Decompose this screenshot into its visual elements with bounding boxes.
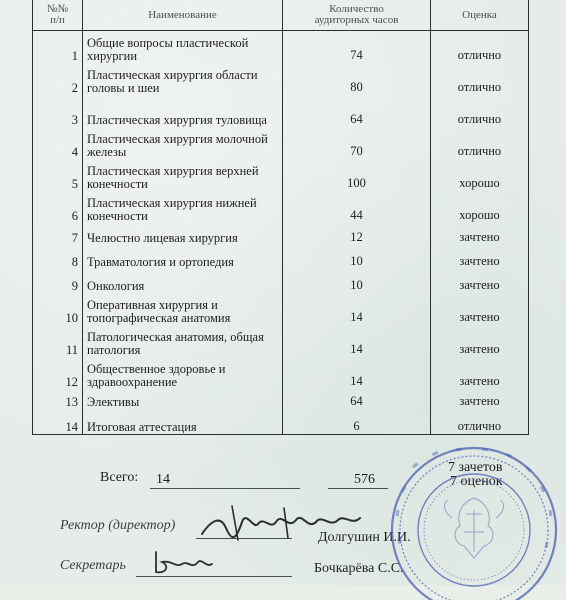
subject-hours: 64 xyxy=(283,389,431,409)
rector-label: Ректор (директор) xyxy=(60,518,176,533)
subject-grade: отлично xyxy=(431,31,529,63)
totals-grade-count: 7 оценок xyxy=(450,474,503,489)
secretary-name: Бочкарёва С.С. xyxy=(314,561,404,576)
subject-hours: 6 xyxy=(283,409,431,435)
row-number: 8 xyxy=(33,245,83,269)
subject-grade: отлично xyxy=(431,63,529,95)
row-number: 1 xyxy=(33,31,83,63)
subject-name: Итоговая аттестация xyxy=(83,409,283,435)
row-number: 4 xyxy=(33,127,83,159)
subject-name: Челюстно лицевая хирургия xyxy=(83,223,283,245)
subject-name: Травматология и ортопедия xyxy=(83,245,283,269)
subject-name: Пластическая хирургия нижней конечности xyxy=(83,191,283,223)
totals-row xyxy=(100,460,503,489)
subject-grade: зачтено xyxy=(431,245,529,269)
row-number: 11 xyxy=(33,325,83,357)
totals-count-line xyxy=(150,488,300,489)
subject-hours: 80 xyxy=(283,63,431,95)
subject-hours: 70 xyxy=(283,127,431,159)
row-number: 2 xyxy=(33,63,83,95)
subject-grade: отлично xyxy=(431,127,529,159)
subject-hours: 10 xyxy=(283,269,431,293)
row-number: 14 xyxy=(33,409,83,435)
totals-hours: 576 xyxy=(354,472,375,487)
subject-grade: хорошо xyxy=(431,159,529,191)
table-row xyxy=(33,357,529,389)
subject-grade: отлично xyxy=(431,409,529,435)
table-row xyxy=(33,389,529,409)
row-number: 12 xyxy=(33,357,83,389)
subject-name: Оперативная хирургия и топографическая анатомия xyxy=(83,293,283,325)
subject-name: Пластическая хирургия области головы и шеи xyxy=(83,63,283,95)
table-row xyxy=(33,191,529,223)
totals-pass-count: 7 зачетов xyxy=(448,460,503,475)
row-number: 13 xyxy=(33,389,83,409)
subject-name: Пластическая хирургия молочной железы xyxy=(83,127,283,159)
subject-hours: 100 xyxy=(283,159,431,191)
subject-grade: хорошо xyxy=(431,191,529,223)
subject-grade: зачтено xyxy=(431,357,529,389)
table-header-row xyxy=(33,0,529,31)
header-name: Наименование xyxy=(83,0,283,31)
subject-grade: зачтено xyxy=(431,223,529,245)
totals-hours-line xyxy=(328,488,388,489)
subject-grade: зачтено xyxy=(431,325,529,357)
secretary-label: Секретарь xyxy=(60,558,126,573)
official-seal-stamp xyxy=(382,440,560,600)
table-row xyxy=(33,269,529,293)
secretary-signature xyxy=(150,548,220,578)
row-number: 9 xyxy=(33,269,83,293)
subject-grade: зачтено xyxy=(431,389,529,409)
subject-grade: зачтено xyxy=(431,269,529,293)
table-row xyxy=(33,223,529,245)
subject-hours: 10 xyxy=(283,245,431,269)
subject-name: Общие вопросы пластической хирургии xyxy=(83,31,283,63)
row-number: 5 xyxy=(33,159,83,191)
subject-hours: 74 xyxy=(283,31,431,63)
rector-name: Долгушин И.И. xyxy=(318,530,411,545)
subject-hours: 64 xyxy=(283,95,431,127)
table-row xyxy=(33,293,529,325)
subject-hours: 14 xyxy=(283,293,431,325)
row-number: 7 xyxy=(33,223,83,245)
row-number: 6 xyxy=(33,191,83,223)
header-hours: Количество аудиторных часов xyxy=(283,0,431,31)
table-row xyxy=(33,127,529,159)
subject-grade: зачтено xyxy=(431,293,529,325)
subject-hours: 44 xyxy=(283,191,431,223)
subject-name: Общественное здоровье и здравоохранение xyxy=(83,357,283,389)
row-number: 10 xyxy=(33,293,83,325)
table-row xyxy=(33,95,529,127)
subject-grade: отлично xyxy=(431,95,529,127)
table-row xyxy=(33,31,529,63)
row-number: 3 xyxy=(33,95,83,127)
table-row xyxy=(33,325,529,357)
totals-count: 14 xyxy=(156,472,170,487)
totals-label: Всего: xyxy=(100,470,139,485)
subject-name: Пластическая хирургия верхней конечности xyxy=(83,159,283,191)
table-row xyxy=(33,409,529,435)
subject-name: Элективы xyxy=(83,389,283,409)
subject-name: Пластическая хирургия туловища xyxy=(83,95,283,127)
subject-hours: 14 xyxy=(283,357,431,389)
grades-table xyxy=(32,0,529,435)
subject-name: Онкология xyxy=(83,269,283,293)
header-grade: Оценка xyxy=(431,0,529,31)
subject-hours: 12 xyxy=(283,223,431,245)
subject-hours: 14 xyxy=(283,325,431,357)
header-number: №№ п/п xyxy=(33,0,83,31)
table-row xyxy=(33,159,529,191)
table-row xyxy=(33,245,529,269)
table-row xyxy=(33,63,529,95)
subject-name: Патологическая анатомия, общая патология xyxy=(83,325,283,357)
